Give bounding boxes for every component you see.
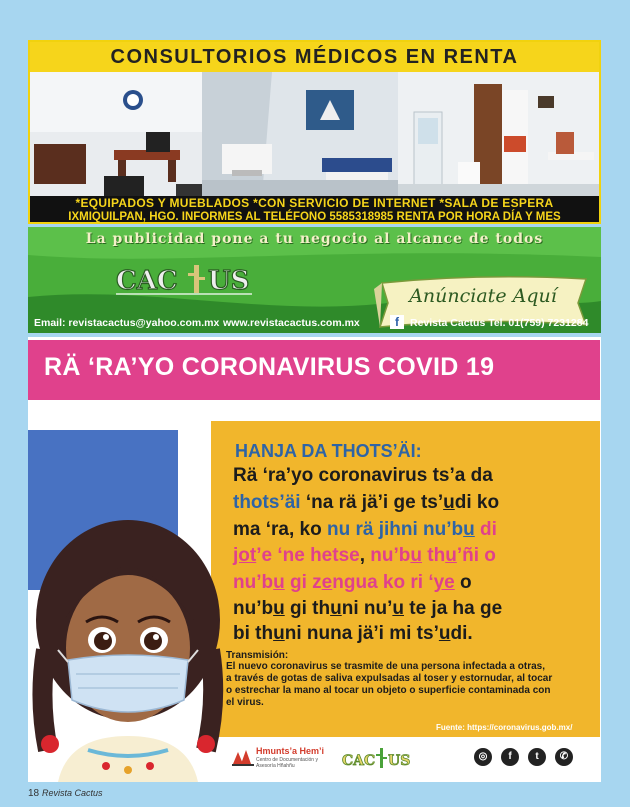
svg-text:CAC: CAC: [116, 266, 178, 296]
body-line-5: nu’bu gi zengua ko ri ‘ye o: [233, 572, 472, 593]
twitter-icon[interactable]: t: [528, 748, 546, 766]
cactus-logo: [112, 261, 262, 297]
page-number: 18: [28, 788, 40, 799]
ad-contact-info: IXMIQUILPAN, HGO. INFORMES AL TELÉFONO 5585318985 RENTA POR HORA DÍA Y MES: [68, 211, 561, 223]
transmision-heading: Transmisión:: [226, 650, 289, 661]
body-line-3: ma ‘ra, ko nu rä jihni nu’bu di: [233, 519, 497, 540]
banner-text: Anúnciate Aquí: [409, 285, 557, 307]
article-title: RÄ ‘RA’YO CORONAVIRUS COVID 19: [44, 353, 495, 381]
office-photo-2: [202, 72, 398, 196]
facebook-icon: f: [390, 315, 404, 329]
hmunts-logo-icon: [232, 746, 254, 766]
body-line-1: Rä ‘ra’yo coronavirus ts’a da: [233, 465, 493, 486]
svg-text:US: US: [388, 753, 411, 769]
office-photo-1: [30, 72, 202, 196]
svg-text:CAC: CAC: [342, 753, 376, 769]
svg-text:US: US: [208, 266, 250, 296]
org-subtitle: Centro de Documentación y Asesoría Hñahñu: [256, 757, 318, 769]
cactus-footer-logo: [340, 745, 420, 771]
consultorios-ad: [28, 40, 601, 224]
ad-features: *EQUIPADOS Y MUEBLADOS *CON SERVICIO DE INTERNET *SALA DE ESPERA: [75, 196, 554, 210]
body-line-2: thots’äi ‘na rä jä’i ge ts’udi ko: [233, 492, 500, 513]
ad-social-phone: Revista Cactus Tel. 01(759) 7231284: [410, 317, 589, 329]
instagram-icon[interactable]: ◎: [474, 748, 492, 766]
org-name: Hmunts’a Hem’i: [256, 746, 325, 756]
source-note: Fuente: https://coronavirus.gob.mx/: [436, 723, 573, 732]
cactus-ad: [28, 227, 601, 333]
girl-with-mask-illustration: [28, 500, 228, 782]
section-heading: HANJA DA THOTS’ÄI:: [235, 441, 422, 461]
transmision-line: El nuevo coronavirus se trasmite de una persona infectada a otras,: [226, 661, 545, 672]
office-photo-3: [398, 72, 599, 196]
body-line-7: bi thuni nuna jä’i mi ts’udi.: [233, 623, 473, 644]
body-line-6: nu’bu gi thuni nu’u te ja ha ge: [233, 598, 503, 619]
facebook-icon[interactable]: f: [501, 748, 519, 766]
magazine-name: Revista Cactus: [42, 788, 103, 798]
ad-email: Email: revistacactus@yahoo.com.mx: [34, 317, 220, 329]
transmision-line: o estrechar la mano al tocar un objeto o superficie contaminada con: [226, 685, 551, 696]
whatsapp-icon[interactable]: ✆: [555, 748, 573, 766]
ad-slogan: La publicidad pone a tu negocio al alcance de todos: [85, 231, 544, 247]
body-line-4: jot’e ‘ne hetse, nu’bu thu’ñi o: [233, 545, 496, 566]
ad-website: www.revistacactus.com.mx: [223, 317, 360, 329]
transmision-line: a través de gotas de saliva expulsadas al toser y estornudar, al tocar: [226, 673, 553, 684]
ad-title: CONSULTORIOS MÉDICOS EN RENTA: [30, 42, 599, 72]
transmision-line: el virus.: [226, 697, 264, 708]
